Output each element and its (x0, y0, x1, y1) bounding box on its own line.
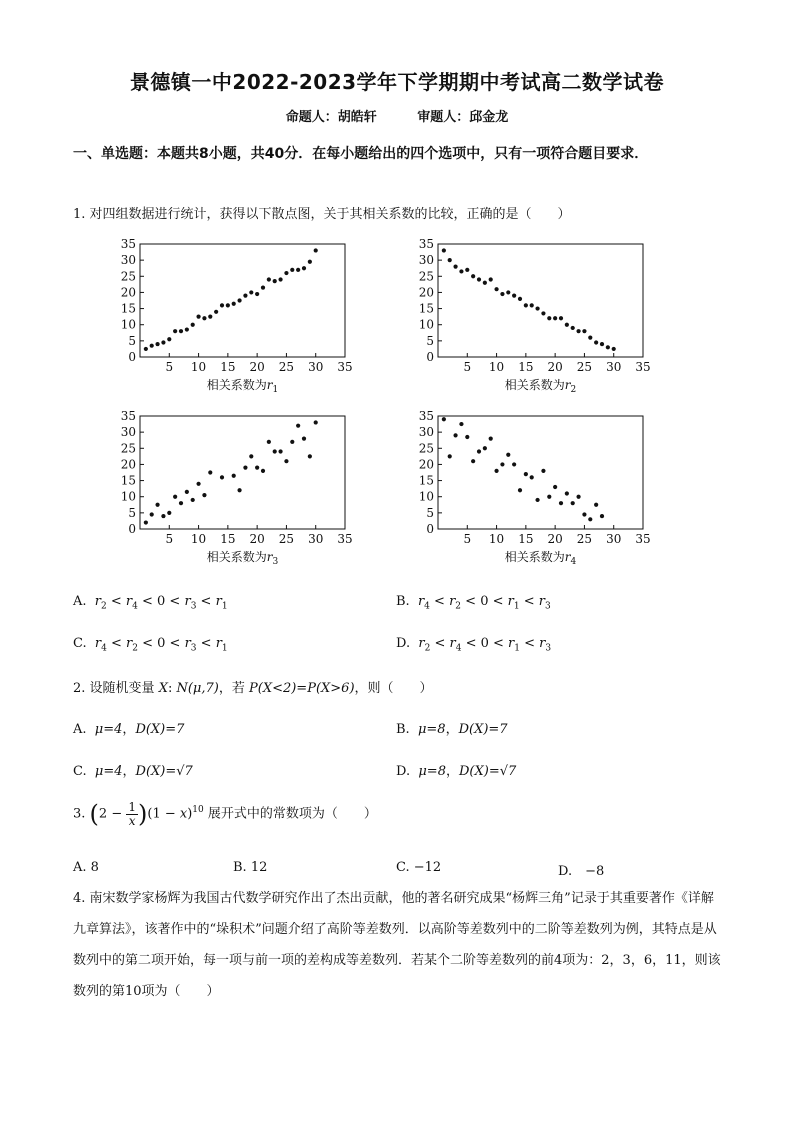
x-tick-label: 35 (635, 532, 651, 546)
scatter-point (459, 422, 463, 426)
scatter-point (308, 260, 312, 264)
scatter-point (524, 303, 528, 307)
scatter-point (179, 329, 183, 333)
scatter-point (296, 268, 300, 272)
scatter-point (477, 277, 481, 281)
plot-caption: 相关系数为$r_2$ (504, 378, 577, 395)
scatter-point (518, 488, 522, 492)
x-tick-label: 35 (337, 360, 353, 374)
authors-line (0, 106, 794, 125)
q2-option-a[interactable]: A. μ=4，D(X)=7 (73, 722, 185, 737)
scatter-point (232, 302, 236, 306)
scatter-point (582, 512, 586, 516)
x-tick-label: 30 (606, 360, 622, 374)
scatter-point (500, 292, 504, 296)
q2-distribution: N(μ,7) (176, 681, 219, 696)
scatter-point (500, 462, 504, 466)
scatter-point (535, 306, 539, 310)
scatter-point (144, 520, 148, 524)
scatter-point (530, 475, 534, 479)
scatter-point (571, 326, 575, 330)
y-tick-label: 15 (120, 473, 136, 488)
scatter-point (483, 446, 487, 450)
q1-stem: 1. 对四组数据进行统计，获得以下散点图，关于其相关系数的比较，正确的是（ ） (73, 207, 571, 222)
scatter-point (553, 316, 557, 320)
q3-option-c[interactable]: C. −12 (396, 860, 442, 875)
section-heading: 一、单选题：本题共8小题，共40分．在每小题给出的四个选项中，只有一项符合题目要求． (73, 146, 649, 162)
y-tick-label: 10 (418, 489, 434, 504)
scatter-point (506, 453, 510, 457)
y-tick-label: 0 (426, 522, 434, 536)
proposer: 命题人：胡皓轩 (285, 110, 377, 125)
scatter-point (267, 277, 271, 281)
x-tick-label: 20 (547, 532, 563, 546)
scatter-point (208, 470, 212, 474)
scatter-point (284, 271, 288, 275)
y-tick-label: 30 (418, 253, 434, 268)
scatter-point (547, 495, 551, 499)
scatter-point (465, 268, 469, 272)
scatter-point (144, 347, 148, 351)
scatter-point (161, 340, 165, 344)
y-tick-label: 0 (426, 350, 434, 364)
page-title: 景德镇一中2022-2023学年下学期期中考试高二数学试卷 (129, 70, 665, 94)
q3-option-b[interactable]: B. 12 (233, 860, 268, 875)
scatter-point (155, 342, 159, 346)
scatter-point (494, 469, 498, 473)
y-tick-label: 35 (120, 238, 136, 251)
x-tick-label: 30 (308, 532, 324, 546)
scatter-plot-r2 (398, 238, 668, 398)
y-tick-label: 25 (120, 269, 136, 284)
x-tick-label: 35 (635, 360, 651, 374)
scatter-plot-r4 (398, 410, 668, 570)
y-tick-label: 20 (418, 457, 434, 472)
y-tick-label: 20 (418, 285, 434, 300)
scatter-point (576, 495, 580, 499)
scatter-point (261, 285, 265, 289)
scatter-point (565, 491, 569, 495)
plot-caption: 相关系数为$r_1$ (206, 378, 279, 395)
x-tick-label: 5 (463, 360, 472, 374)
y-tick-label: 5 (426, 505, 434, 520)
y-tick-label: 5 (128, 505, 136, 520)
scatter-point (448, 258, 452, 262)
x-tick-label: 10 (488, 532, 505, 546)
x-tick-label: 20 (249, 532, 265, 546)
y-tick-label: 30 (418, 425, 434, 440)
plot-frame (438, 244, 643, 357)
scatter-point (541, 469, 545, 473)
scatter-point (518, 297, 522, 301)
scatter-point (588, 336, 592, 340)
y-tick-label: 15 (418, 473, 434, 488)
x-tick-label: 10 (190, 360, 207, 374)
scatter-point (506, 290, 510, 294)
scatter-point (442, 248, 446, 252)
q2-option-b[interactable]: B. μ=8，D(X)=7 (396, 722, 508, 737)
scatter-point (465, 435, 469, 439)
scatter-point (553, 485, 557, 489)
scatter-point (471, 274, 475, 278)
scatter-point (179, 501, 183, 505)
y-tick-label: 5 (426, 333, 434, 348)
y-tick-label: 35 (418, 238, 434, 251)
y-tick-label: 5 (128, 333, 136, 348)
scatter-point (565, 323, 569, 327)
scatter-point (150, 344, 154, 348)
scatter-point (483, 281, 487, 285)
x-tick-label: 5 (165, 532, 174, 546)
x-tick-label: 20 (547, 360, 563, 374)
y-tick-label: 25 (418, 441, 434, 456)
scatter-point (196, 315, 200, 319)
scatter-plot-r1 (100, 238, 370, 398)
scatter-point (273, 279, 277, 283)
scatter-point (535, 498, 539, 502)
plot-caption: 相关系数为$r_3$ (206, 550, 279, 567)
y-tick-label: 30 (120, 253, 136, 268)
y-tick-label: 30 (120, 425, 136, 440)
scatter-point (273, 449, 277, 453)
y-tick-label: 35 (120, 410, 136, 423)
y-tick-label: 10 (418, 317, 434, 332)
scatter-point (278, 277, 282, 281)
scatter-point (237, 298, 241, 302)
q3-option-a[interactable]: A. 8 (73, 860, 99, 875)
q1-option-b[interactable]: B. $r_4 < r_2 < 0 < r_1 < r_3$ (396, 594, 551, 612)
scatter-point (494, 287, 498, 291)
scatter-point (214, 310, 218, 314)
x-tick-label: 25 (278, 360, 295, 374)
scatter-point (173, 329, 177, 333)
scatter-point (600, 342, 604, 346)
scatter-point (512, 462, 516, 466)
scatter-point (267, 440, 271, 444)
y-tick-label: 35 (418, 410, 434, 423)
scatter-point (314, 248, 318, 252)
scatter-point (243, 466, 247, 470)
scatter-point (530, 303, 534, 307)
y-tick-label: 20 (120, 457, 136, 472)
scatter-point (243, 294, 247, 298)
scatter-point (196, 482, 200, 486)
q2-option-c[interactable]: C. μ=4，D(X)=√7 (73, 764, 193, 779)
q4-text: 4. 南宋数学家杨辉为我国古代数学研究作出了杰出贡献，他的著名研究成果“杨辉三角”记录于其重要著作《详解九章算法》，该著作中的“垛积术”问题介绍了高阶等差数列．以高阶等差数列中的二阶等差数列为例，其特点是从数列中的第二项开始，每一项与前一项的差构成等差数列．若某个二阶等差数列的前4项为：2，3，6，11，则该数列的第10项为（ ） (73, 891, 721, 999)
plot-frame (438, 416, 643, 529)
y-tick-label: 10 (120, 489, 136, 504)
q2-condition: P(X<2)=P(X>6) (249, 681, 355, 696)
x-tick-label: 10 (488, 360, 505, 374)
scatter-point (208, 315, 212, 319)
scatter-point (278, 449, 282, 453)
x-tick-label: 30 (606, 532, 622, 546)
scatter-point (459, 269, 463, 273)
x-tick-label: 25 (278, 532, 295, 546)
scatter-point (453, 265, 457, 269)
scatter-point (191, 323, 195, 327)
scatter-point (237, 488, 241, 492)
scatter-point (284, 459, 288, 463)
y-tick-label: 25 (120, 441, 136, 456)
scatter-point (220, 475, 224, 479)
y-tick-label: 10 (120, 317, 136, 332)
scatter-point (161, 514, 165, 518)
scatter-point (255, 466, 259, 470)
scatter-point (471, 459, 475, 463)
scatter-point (314, 420, 318, 424)
scatter-point (255, 292, 259, 296)
scatter-point (489, 437, 493, 441)
scatter-plot-r3 (100, 410, 370, 570)
scatter-point (220, 303, 224, 307)
x-tick-label: 5 (463, 532, 472, 546)
scatter-point (512, 294, 516, 298)
scatter-point (559, 316, 563, 320)
one-over-x-fraction: $\frac{1}{x}$ (128, 799, 136, 828)
scatter-point (606, 345, 610, 349)
scatter-point (226, 303, 230, 307)
scatter-point (167, 337, 171, 341)
x-tick-label: 20 (249, 360, 265, 374)
scatter-point (582, 329, 586, 333)
scatter-point (524, 472, 528, 476)
y-tick-label: 20 (120, 285, 136, 300)
scatter-point (571, 501, 575, 505)
scatter-point (167, 511, 171, 515)
scatter-point (202, 316, 206, 320)
scatter-point (477, 449, 481, 453)
plot-caption: 相关系数为$r_4$ (504, 550, 577, 567)
q2-stem: 2. 设随机变量 X: N(μ,7)，若 P(X<2)=P(X>6)，则（ ） (73, 681, 433, 696)
scatter-point (600, 514, 604, 518)
x-tick-label: 15 (220, 532, 236, 546)
x-tick-label: 10 (190, 532, 207, 546)
scatter-point (442, 417, 446, 421)
y-tick-label: 15 (120, 301, 136, 316)
scatter-point (594, 340, 598, 344)
scatter-point (588, 517, 592, 521)
scatter-point (547, 316, 551, 320)
scatter-point (191, 498, 195, 502)
x-tick-label: 5 (165, 360, 174, 374)
x-tick-label: 25 (576, 532, 593, 546)
scatter-point (290, 440, 294, 444)
q3-option-d[interactable]: D. −8 (558, 864, 605, 879)
scatter-point (249, 454, 253, 458)
scatter-point (576, 329, 580, 333)
scatter-point (559, 501, 563, 505)
y-tick-label: 0 (128, 522, 136, 536)
scatter-point (612, 347, 616, 351)
scatter-point (155, 503, 159, 507)
q3-stem: 3. (2 − $\frac{1}{x}$ )$(1 - x)^{10}$ 展开式中的常数项为（ ） (73, 799, 377, 828)
q1-option-d[interactable]: D. $r_2 < r_4 < 0 < r_1 < r_3$ (396, 636, 552, 654)
scatter-point (261, 469, 265, 473)
scatter-point (290, 268, 294, 272)
scatter-point (249, 290, 253, 294)
x-tick-label: 25 (576, 360, 593, 374)
scatter-point (185, 327, 189, 331)
scatter-point (453, 433, 457, 437)
scatter-point (232, 474, 236, 478)
q1-option-a[interactable]: A. $r_2 < r_4 < 0 < r_3 < r_1$ (73, 594, 228, 612)
scatter-point (541, 311, 545, 315)
x-tick-label: 15 (518, 360, 534, 374)
scatter-point (302, 437, 306, 441)
scatter-point (448, 454, 452, 458)
reviewer: 审题人：邱金龙 (417, 110, 509, 125)
x-tick-label: 35 (337, 532, 353, 546)
q1-option-c[interactable]: C. $r_4 < r_2 < 0 < r_3 < r_1$ (73, 636, 228, 654)
y-tick-label: 25 (418, 269, 434, 284)
x-tick-label: 15 (518, 532, 534, 546)
y-tick-label: 15 (418, 301, 434, 316)
scatter-point (489, 277, 493, 281)
y-tick-label: 0 (128, 350, 136, 364)
q2-option-d[interactable]: D. μ=8，D(X)=√7 (396, 764, 517, 779)
scatter-point (302, 266, 306, 270)
scatter-point (150, 512, 154, 516)
x-tick-label: 30 (308, 360, 324, 374)
scatter-point (296, 424, 300, 428)
scatter-point (185, 490, 189, 494)
scatter-point (173, 495, 177, 499)
scatter-point (202, 493, 206, 497)
scatter-point (308, 454, 312, 458)
scatter-point (594, 503, 598, 507)
x-tick-label: 15 (220, 360, 236, 374)
